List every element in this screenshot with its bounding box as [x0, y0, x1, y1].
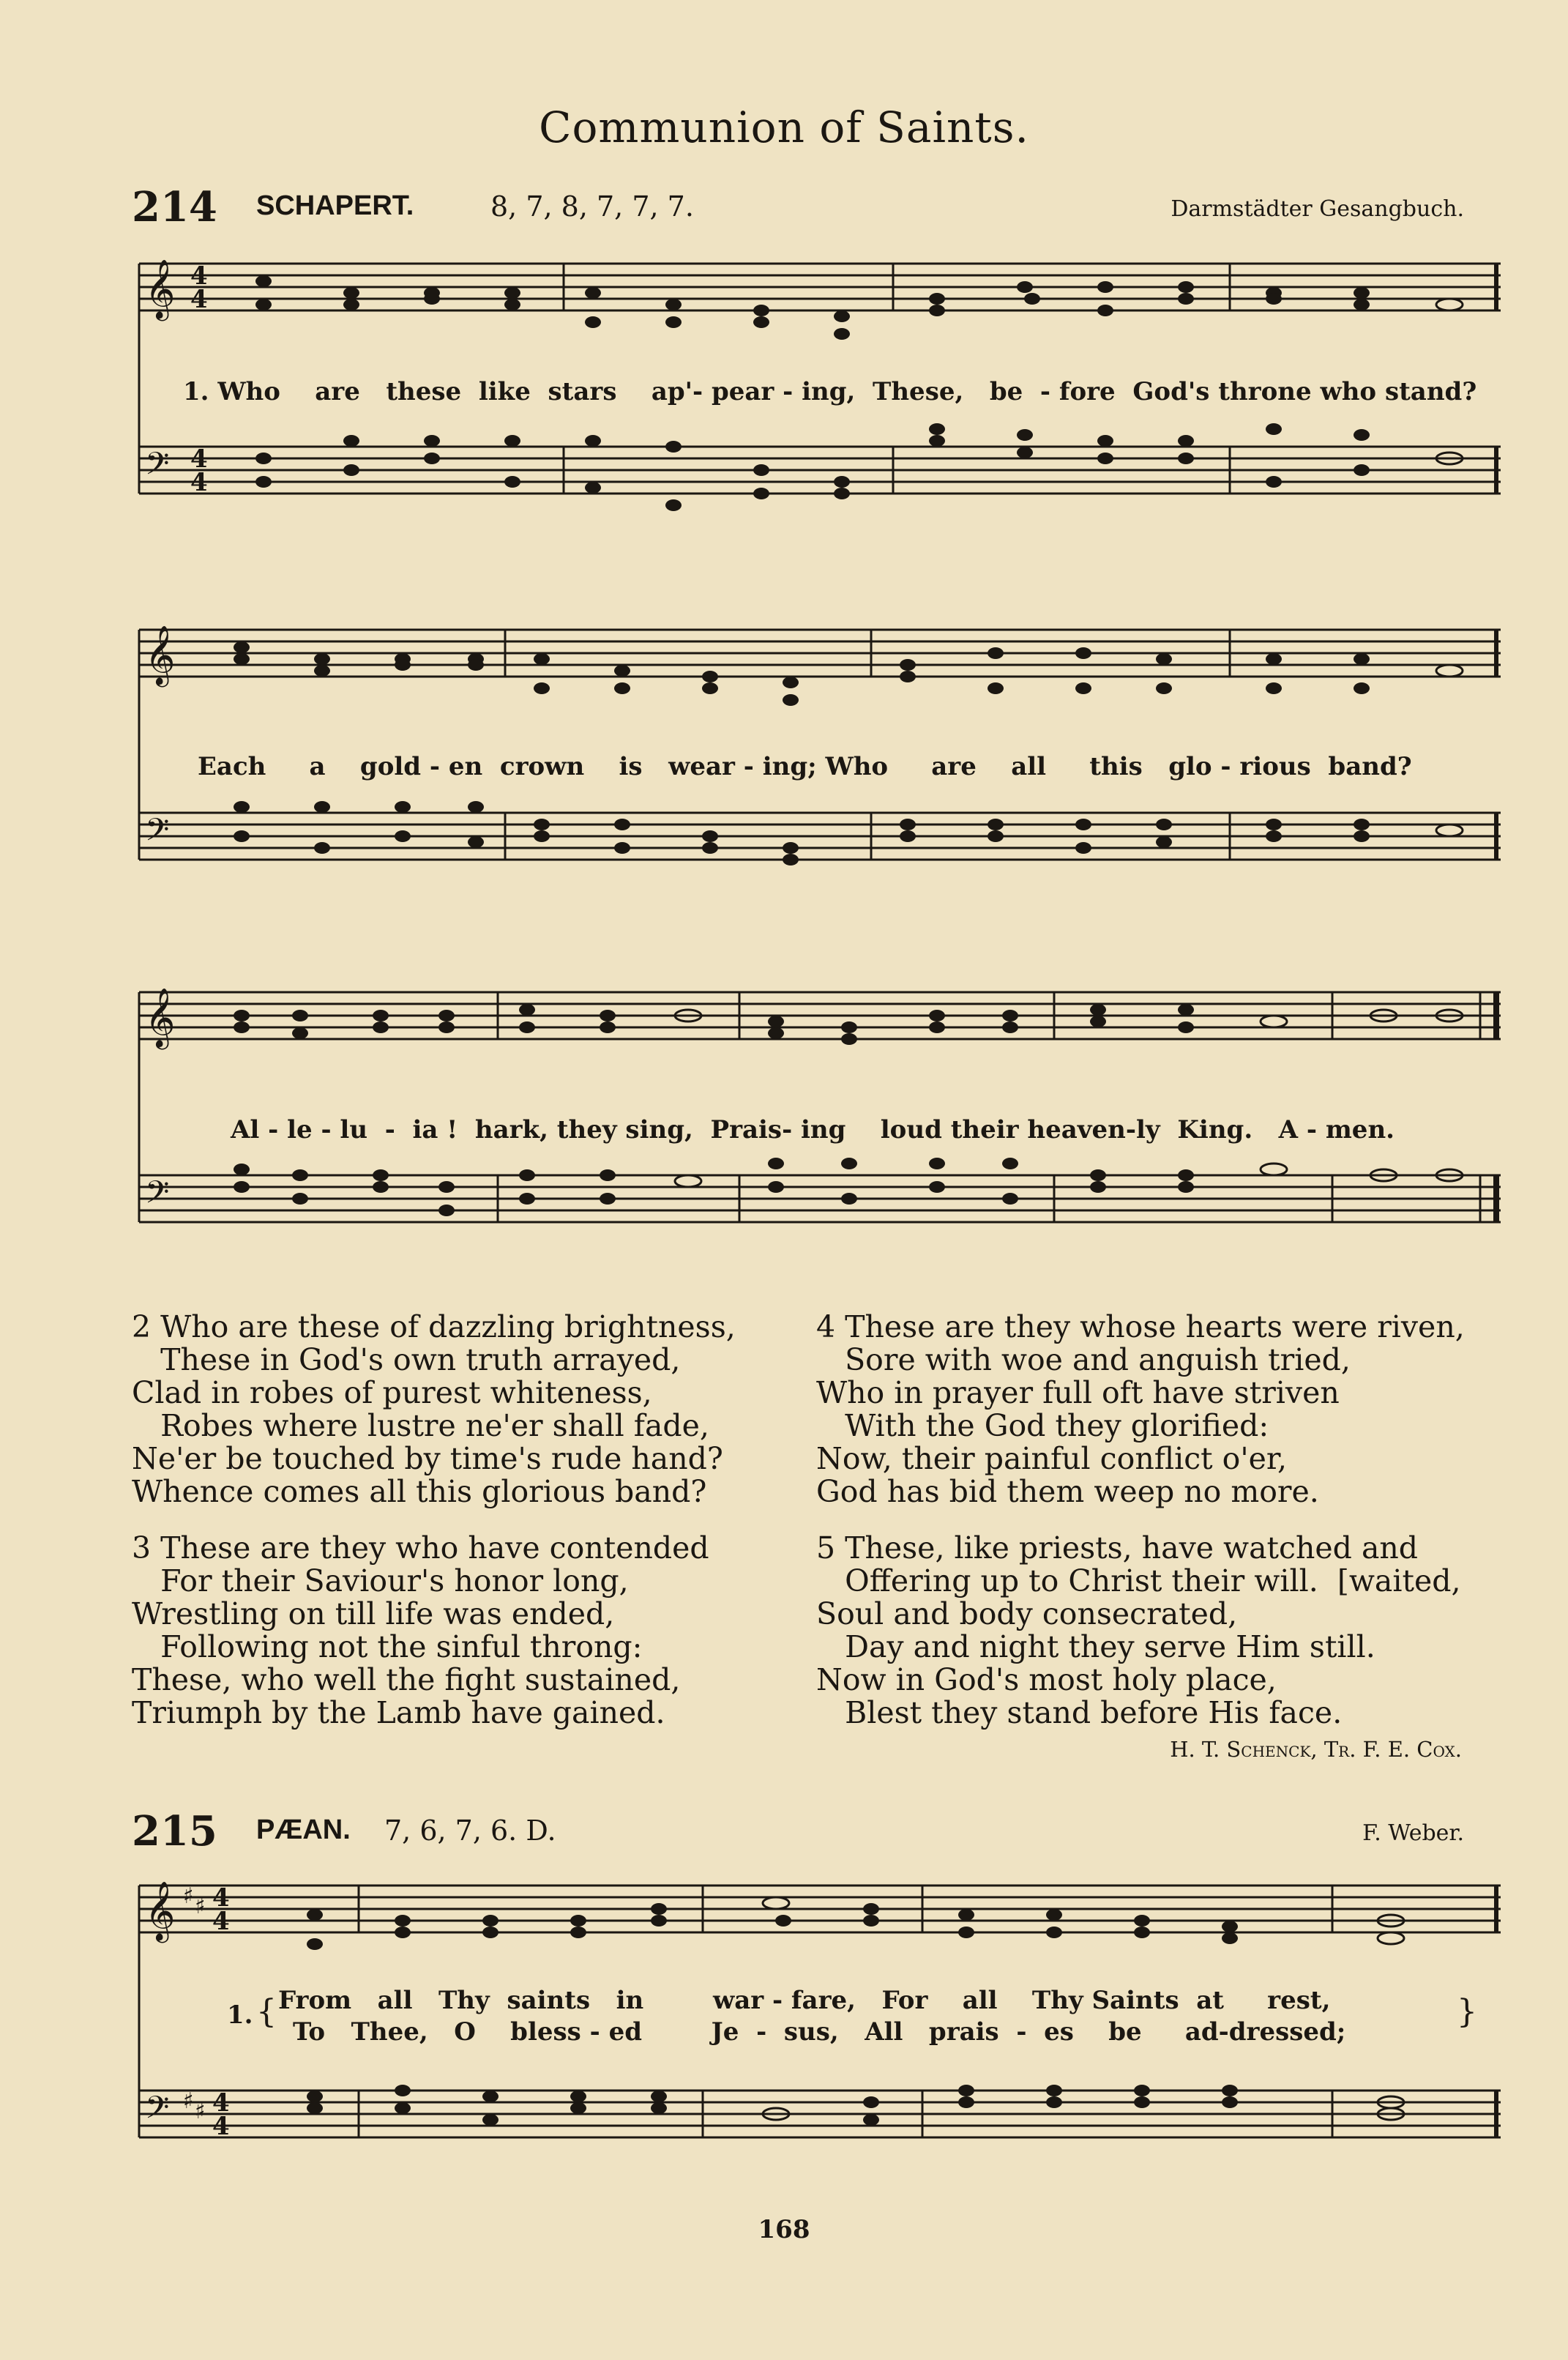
svg-text:𝄞: 𝄞	[145, 625, 176, 685]
verse-line: Wrestling on till life was ended,	[132, 1596, 615, 1631]
hymn-215-header	[132, 1807, 1464, 1858]
hymn-number: 214	[132, 183, 217, 231]
verse-line: 3 These are they who have contended	[132, 1530, 709, 1566]
svg-text:4: 4	[190, 444, 208, 474]
verse-line: Sore with woe and anguish tried,	[816, 1342, 1351, 1377]
verse-line: Who in prayer full oft have striven	[816, 1375, 1340, 1410]
verse-line: Blest they stand before His face.	[816, 1695, 1343, 1730]
verse-line: 2 Who are these of dazzling brightness,	[132, 1309, 736, 1344]
hymn-214-header	[132, 183, 1464, 234]
lyric-line: Al - le - lu - ia ! hark, they sing, Prais- ing loud their heaven-ly King. A - men.	[231, 1115, 1395, 1144]
verse-5	[816, 1532, 1475, 1730]
lyric-line: 1. Who are these like stars ap'- pear - ing, These, be - fore God's throne who stand?	[183, 377, 1477, 406]
svg-text:4: 4	[212, 2112, 230, 2141]
page-number: 168	[758, 2215, 810, 2244]
brace-right: }	[1457, 1993, 1477, 2030]
tune-source: Darmstädter Gesangbuch.	[1171, 196, 1464, 222]
svg-text:𝄢: 𝄢	[145, 446, 170, 490]
verse-line: Triumph by the Lamb have gained.	[132, 1695, 665, 1730]
lyric-line: To Thee, O bless - ed Je - sus, All prais - es be ad-dressed;	[293, 2017, 1346, 2047]
verse-line: Now in God's most holy place,	[816, 1662, 1277, 1697]
verse-line: With the God they glorified:	[816, 1408, 1269, 1443]
verse-line: 5 These, like priests, have watched and	[816, 1530, 1419, 1566]
verse-line: God has bid them weep no more.	[816, 1474, 1319, 1509]
verse-line: Clad in robes of purest whiteness,	[132, 1375, 652, 1410]
svg-text:4: 4	[190, 468, 208, 497]
svg-text:♯: ♯	[195, 2099, 206, 2124]
svg-text:♯: ♯	[183, 2088, 194, 2114]
svg-text:𝄢: 𝄢	[145, 812, 170, 856]
hymn-number: 215	[132, 1807, 217, 1855]
svg-text:4: 4	[190, 261, 208, 291]
verse-line: Offering up to Christ their will. [waited,	[816, 1563, 1461, 1598]
svg-text:♯: ♯	[183, 1883, 194, 1909]
svg-text:𝄢: 𝄢	[145, 1175, 170, 1218]
meter: 7, 6, 7, 6. D.	[384, 1814, 556, 1847]
svg-text:𝄞: 𝄞	[145, 987, 176, 1047]
verse-line: 4 These are they whose hearts were riven,	[816, 1309, 1465, 1344]
svg-text:4: 4	[212, 2088, 230, 2118]
page-title: Communion of Saints.	[539, 103, 1029, 152]
verse-number: 1.	[227, 2000, 253, 2030]
svg-text:𝄢: 𝄢	[145, 2090, 170, 2134]
verse-line: Whence comes all this glorious band?	[132, 1474, 707, 1509]
verse-line: These in God's own truth arrayed,	[132, 1342, 681, 1377]
svg-text:4: 4	[212, 1883, 230, 1913]
tune-name: PÆAN.	[256, 1814, 351, 1845]
brace-left: {	[256, 1993, 277, 2030]
verse-line: Soul and body consecrated,	[816, 1596, 1238, 1631]
verse-line: Now, their painful conflict o'er,	[816, 1441, 1288, 1476]
verse-line: For their Saviour's honor long,	[132, 1563, 629, 1598]
svg-text:𝄞: 𝄞	[145, 1880, 176, 1940]
svg-text:♯: ♯	[195, 1894, 206, 1919]
meter: 8, 7, 8, 7, 7, 7.	[490, 190, 694, 223]
verse-3	[132, 1532, 791, 1730]
lyric-line: Each a gold - en crown is wear - ing; Who are all this glo - rious band?	[198, 752, 1412, 781]
verse-line: Following not the sinful throng:	[132, 1629, 643, 1664]
tune-name: SCHAPERT.	[256, 190, 414, 221]
attribution: H. T. Schenck, Tr. F. E. Cox.	[1170, 1737, 1462, 1762]
tune-source: F. Weber.	[1362, 1820, 1464, 1846]
lyric-line: From all Thy saints in war - fare, For all Thy Saints at rest,	[278, 1986, 1331, 2015]
svg-text:𝄞: 𝄞	[145, 258, 176, 319]
svg-text:4: 4	[190, 285, 208, 314]
verse-line: Ne'er be touched by time's rude hand?	[132, 1441, 723, 1476]
verse-line: Day and night they serve Him still.	[816, 1629, 1375, 1664]
verse-line: These, who well the fight sustained,	[132, 1662, 681, 1697]
verse-line: Robes where lustre ne'er shall fade,	[132, 1408, 709, 1443]
svg-text:4: 4	[212, 1907, 230, 1936]
verse-2	[132, 1311, 791, 1508]
verse-4	[816, 1311, 1475, 1508]
